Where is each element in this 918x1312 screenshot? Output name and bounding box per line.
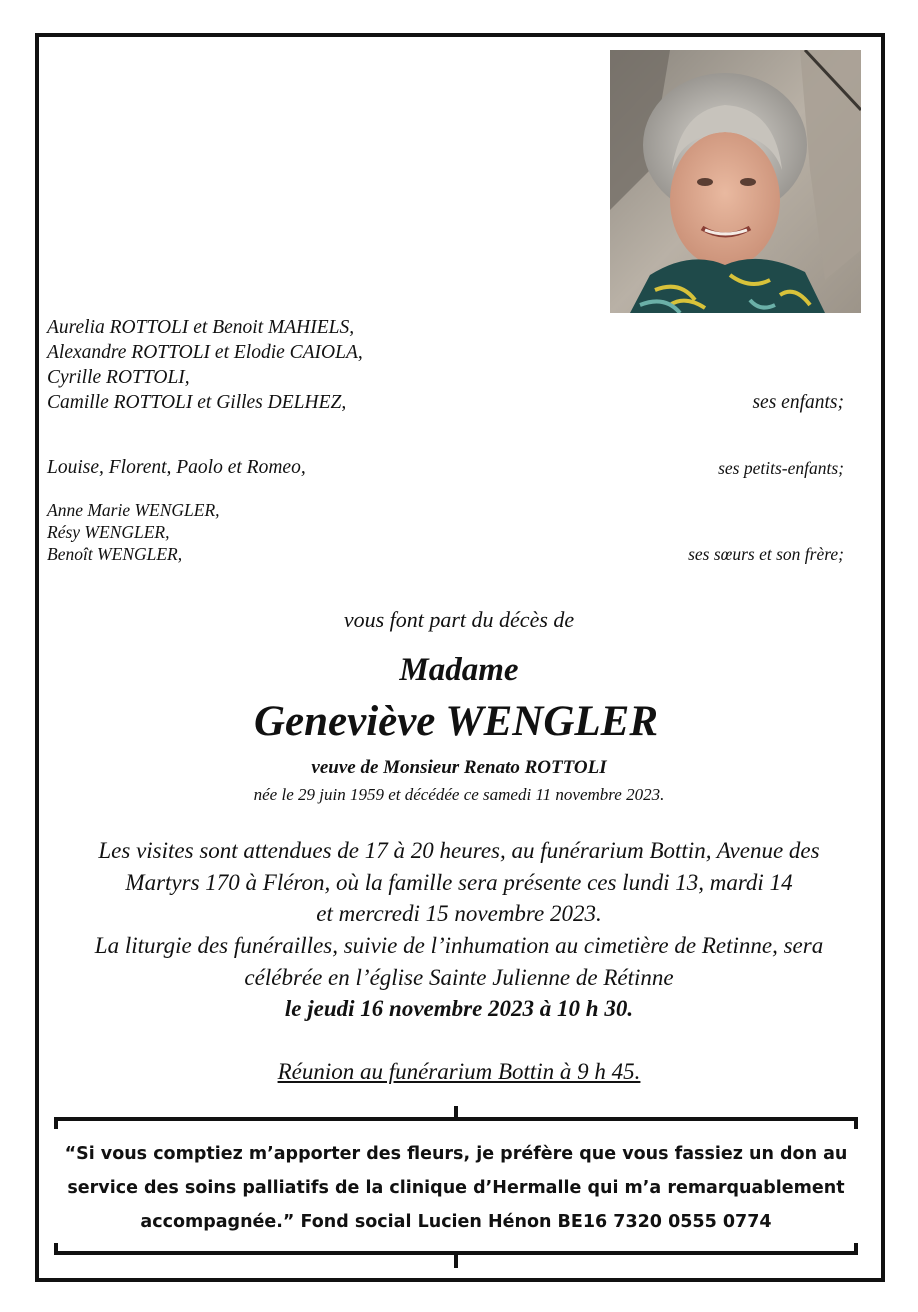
grandchildren-relation: ses petits-enfants; bbox=[718, 458, 844, 478]
intro-text: vous font part du décès de bbox=[343, 607, 575, 632]
dates-line: née le 29 juin 1959 et décédée ce samedi 11 novembre 2023. bbox=[253, 785, 665, 804]
meeting-line: Réunion au funérarium Bottin à 9 h 45. bbox=[277, 1059, 641, 1084]
honorific: Madame bbox=[399, 652, 519, 688]
details-line-2: Martyrs 170 à Fléron, où la famille sera présente ces lundi 13, mardi 14 bbox=[125, 870, 793, 895]
deceased-name: Geneviève WENGLER bbox=[253, 698, 659, 745]
details-line-5: célébrée en l’église Sainte Julienne de Rétinne bbox=[244, 965, 674, 990]
child-line-4: Camille ROTTOLI et Gilles DELHEZ, bbox=[47, 392, 347, 413]
details-line-1: Les visites sont attendues de 17 à 20 heures, au funérarium Bottin, Avenue des bbox=[98, 838, 820, 863]
children-relation: ses enfants; bbox=[752, 392, 844, 413]
quote-line-3: accompagnée.” Fond social Lucien Hénon BE16 7320 0555 0774 bbox=[140, 1212, 772, 1232]
quote-top-tick bbox=[454, 1106, 458, 1118]
grandchildren-line: Louise, Florent, Paolo et Romeo, bbox=[47, 457, 306, 478]
quote-bottom-tick bbox=[454, 1254, 458, 1268]
portrait-image bbox=[610, 50, 861, 313]
ceremony-date: le jeudi 16 novembre 2023 à 10 h 30. bbox=[284, 996, 634, 1021]
sibling-line-2: Résy WENGLER, bbox=[47, 522, 170, 542]
siblings-relation: ses sœurs et son frère; bbox=[688, 544, 844, 564]
portrait-photo bbox=[610, 50, 861, 313]
details-line-4: La liturgie des funérailles, suivie de l’inhumation au cimetière de Retinne, sera bbox=[94, 933, 824, 958]
widow-line: veuve de Monsieur Renato ROTTOLI bbox=[311, 757, 607, 778]
quote-line-1: “Si vous comptiez m’apporter des fleurs, je préfère que vous fassiez un don au bbox=[64, 1144, 848, 1164]
child-line-3: Cyrille ROTTOLI, bbox=[47, 367, 190, 388]
sibling-line-1: Anne Marie WENGLER, bbox=[47, 500, 220, 520]
child-line-1: Aurelia ROTTOLI et Benoit MAHIELS, bbox=[47, 317, 355, 338]
details-line-3: et mercredi 15 novembre 2023. bbox=[316, 901, 602, 926]
quote-box bbox=[54, 1115, 858, 1257]
child-line-2: Alexandre ROTTOLI et Elodie CAIOLA, bbox=[47, 342, 363, 363]
sibling-line-3: Benoît WENGLER, bbox=[47, 544, 183, 564]
quote-line-2: service des soins palliatifs de la clinique d’Hermalle qui m’a remarquablement bbox=[67, 1178, 845, 1198]
